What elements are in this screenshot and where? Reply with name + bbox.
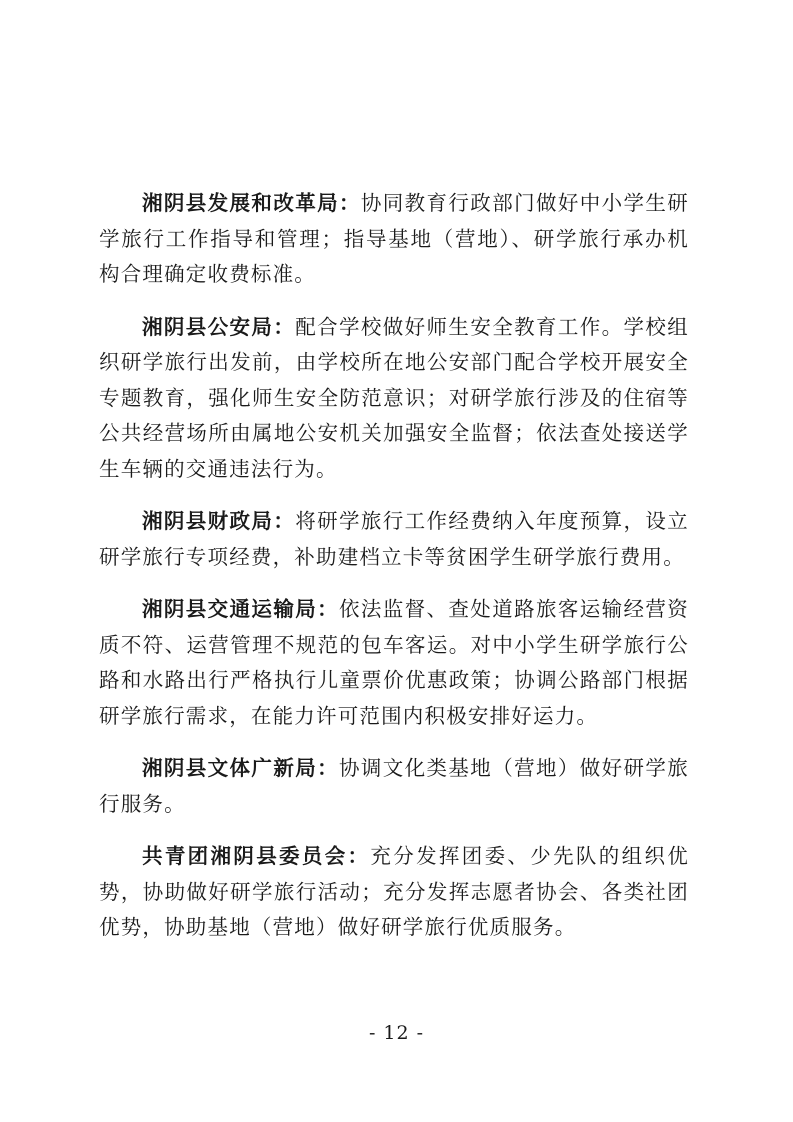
- paragraph-heading: 湘阴县发展和改革局：: [142, 191, 361, 215]
- paragraph-transport-bureau: [99, 592, 689, 734]
- page-number: - 12 -: [368, 1022, 425, 1044]
- paragraph-development-reform-bureau: [99, 186, 689, 293]
- paragraph-text: 将研学旅行工作经费纳入年度预算，设立研学旅行专项经费，补助建档立卡等贫困学生研学旅行费用。: [99, 509, 689, 569]
- paragraph-heading: 湘阴县财政局：: [142, 509, 296, 533]
- paragraph-finance-bureau: [99, 504, 689, 575]
- paragraph-text: 依法监督、查处道路旅客运输经营资质不符、运营管理不规范的包车客运。对中小学生研学旅行公路和水路出行严格执行儿童票价优惠政策；协调公路部门根据研学旅行需求，在能力许可范围内积极安排好运力。: [99, 597, 689, 728]
- paragraph-heading: 湘阴县交通运输局：: [142, 597, 339, 621]
- document-body: [99, 186, 689, 964]
- paragraph-youth-league-committee: [99, 839, 689, 946]
- paragraph-heading: 湘阴县公安局：: [142, 314, 296, 339]
- paragraph-text: 充分发挥团委、少先队的组织优势，协助做好研学旅行活动；充分发挥志愿者协会、各类社团优势，协助基地（营地）做好研学旅行优质服务。: [99, 844, 689, 939]
- paragraph-culture-sports-bureau: [99, 751, 689, 822]
- paragraph-heading: 湘阴县文体广新局：: [142, 756, 339, 780]
- paragraph-heading: 共青团湘阴县委员会：: [142, 844, 371, 868]
- paragraph-text: 协同教育行政部门做好中小学生研学旅行工作指导和管理；指导基地（营地）、研学旅行承办机构合理确定收费标准。: [99, 191, 689, 286]
- paragraph-text: 协调文化类基地（营地）做好研学旅行服务。: [99, 756, 689, 816]
- paragraph-public-security-bureau: [99, 310, 689, 488]
- paragraph-text: 配合学校做好师生安全教育工作。学校组织研学旅行出发前，由学校所在地公安部门配合学校开展安全专题教育，强化师生安全防范意识；对研学旅行涉及的住宿等公共经营场所由属地公安机关加强安全监督；依法查处接送学生车辆的交通违法行为。: [99, 314, 689, 481]
